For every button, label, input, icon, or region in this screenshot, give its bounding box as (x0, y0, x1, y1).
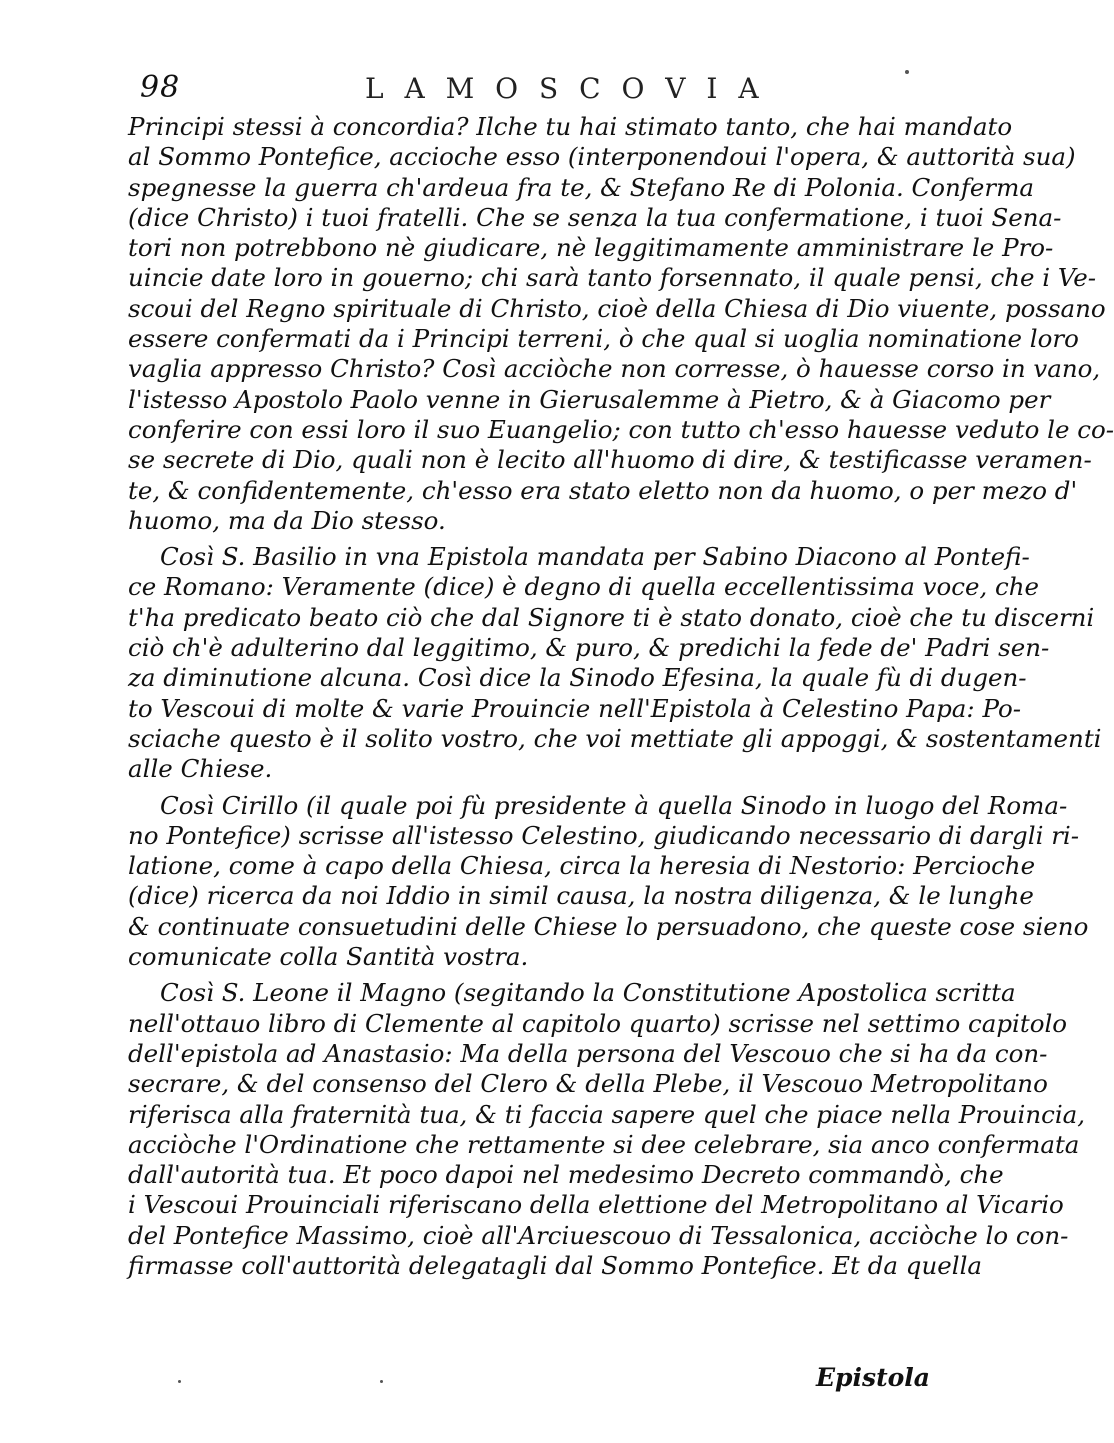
text-line: Principi stessi à concordia? Ilche tu hai stimato tanto, che hai mandato (128, 112, 1013, 141)
text-line: za diminutione alcuna. Così dice la Sinodo Efesina, la quale fù di dugen- (128, 663, 1027, 693)
text-line: comunicate colla Santità vostra. (128, 942, 529, 972)
text-line: ce Romano: Veramente (dice) è degno di quella eccellentissima voce, che (128, 572, 1040, 602)
text-line: dall'autorità tua. Et poco dapoi nel medesimo Decreto commandò, che (128, 1160, 1004, 1190)
text-line: ciò ch'è adulterino dal leggitimo, & puro, & predichi la fede de' Padri sen- (128, 633, 1050, 663)
text-line: Così S. Leone il Magno (segitando la Constitutione Apostolica scritta (160, 978, 1016, 1008)
text-line: te, & confidentemente, ch'esso era stato eletto non da huomo, o per mezo d' (128, 475, 1078, 505)
catchword: Epistola (815, 1363, 930, 1392)
text-line: scoui del Regno spirituale di Christo, cioè della Chiesa di Dio viuente, possano (128, 293, 1106, 323)
text-line: essere confermati da i Principi terreni, ò che qual si uoglia nominatione loro (128, 324, 1079, 354)
text-line: huomo, ma da Dio stesso. (128, 505, 446, 535)
text-line: tori non potrebbono nè giudicare, nè leggitimamente amministrare le Pro- (128, 233, 1054, 263)
text-line: conferire con essi loro il suo Euangelio; con tutto ch'esso hauesse veduto le co- (128, 414, 1114, 444)
text-line: al Sommo Pontefice, accioche esso (interponendoui l'opera, & auttorità sua) (128, 142, 1076, 172)
text-line: nell'ottauo libro di Clemente al capitolo quarto) scrisse nel settimo capitolo (128, 1008, 1068, 1038)
text-line: & continuate consuetudini delle Chiese lo persuadono, che queste cose sieno (128, 911, 1089, 941)
text-line: Così Cirillo (il quale poi fù presidente à quella Sinodo in luogo del Roma- (160, 790, 1068, 820)
text-line: se secrete di Dio, quali non è lecito all'huomo di dire, & testificasse veramen- (128, 445, 1092, 475)
text-line: sciache questo è il solito vostro, che voi mettiate gli appoggi, & sostentamenti (128, 723, 1102, 753)
text-line: del Pontefice Massimo, cioè all'Arciuescouo di Tessalonica, acciòche lo con- (128, 1220, 1069, 1250)
print-speck (905, 70, 909, 74)
text-line: firmasse coll'auttorità delegatagli dal Sommo Pontefice. Et da quella (128, 1250, 983, 1280)
text-line: no Pontefice) scrisse all'istesso Celestino, giudicando necessario di dargli ri- (128, 820, 1080, 850)
text-line: riferisca alla fraternità tua, & ti faccia sapere quel che piace nella Prouincia, (128, 1099, 1086, 1129)
running-title: L A M O S C O V I A (365, 72, 765, 105)
text-line: (dice) ricerca da noi Iddio in simil causa, la nostra diligenza, & le lunghe (128, 881, 1034, 911)
text-line: (dice Christo) i tuoi fratelli. Che se senza la tua confermatione, i tuoi Sena- (128, 202, 1062, 232)
text-line: uincie date loro in gouerno; chi sarà tanto forsennato, il quale pensi, che i Ve- (128, 263, 1097, 293)
text-line: vaglia appresso Christo? Così acciòche non corresse, ò hauesse corso in vano, (128, 354, 1101, 384)
text-line: to Vescoui di molte & varie Prouincie nell'Epistola à Celestino Papa: Po- (128, 693, 1021, 723)
print-speck (380, 1380, 383, 1383)
text-line: alle Chiese. (128, 754, 273, 784)
text-line: secrare, & del consenso del Clero & della Plebe, il Vescouo Metropolitano (128, 1069, 1048, 1099)
text-line: dell'epistola ad Anastasio: Ma della persona del Vescouo che si ha da con- (128, 1038, 1048, 1068)
text-line: Così S. Basilio in vna Epistola mandata per Sabino Diacono al Pontefi- (160, 542, 1030, 572)
text-line: acciòche l'Ordinatione che rettamente si dee celebrare, sia anco confermata (128, 1129, 1080, 1159)
page-number: 98 (140, 70, 181, 105)
body-text (128, 112, 1114, 1281)
text-line: latione, come à capo della Chiesa, circa la heresia di Nestorio: Percioche (128, 851, 1036, 881)
text-line: l'istesso Apostolo Paolo venne in Gierusalemme à Pietro, & à Giacomo per (128, 384, 1051, 414)
page-header (140, 70, 830, 110)
text-line: t'ha predicato beato ciò che dal Signore ti è stato donato, cioè che tu discerni (128, 602, 1095, 632)
text-line: i Vescoui Prouinciali riferiscano della elettione del Metropolitano al Vicario (128, 1190, 1064, 1220)
print-speck (178, 1380, 181, 1383)
text-line: spegnesse la guerra ch'ardeua fra te, & Stefano Re di Polonia. Conferma (128, 172, 1034, 202)
